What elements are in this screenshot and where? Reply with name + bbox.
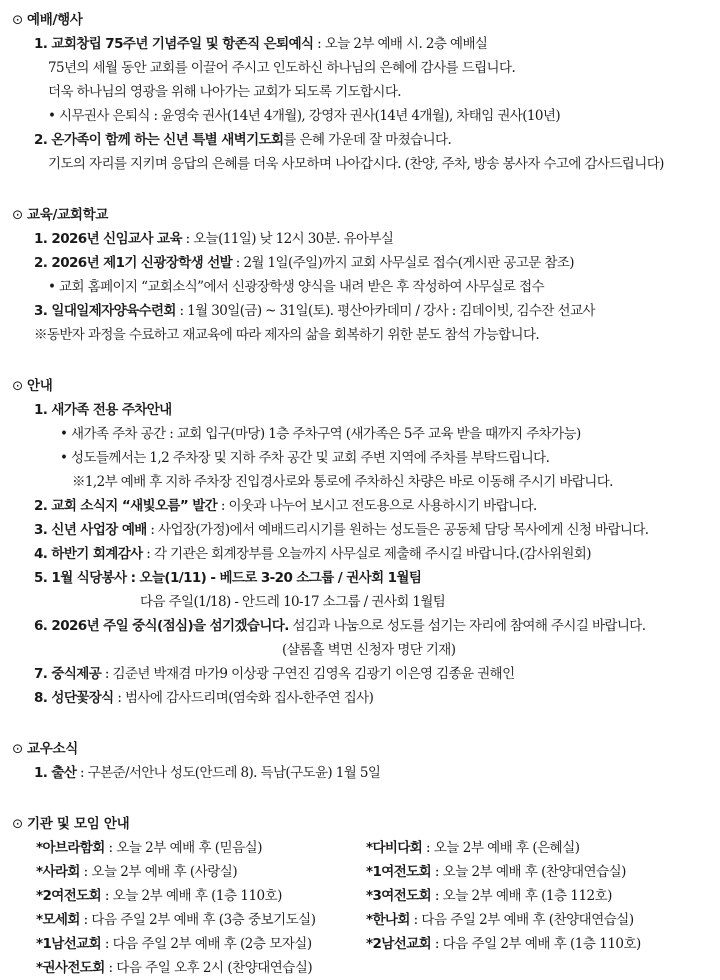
- item-text: 더욱 하나님의 영광을 위해 나아가는 교회가 되도록 기도합시다.: [48, 84, 401, 100]
- item-label: 1. 교회창립 75주년 기념주일 및 항존직 은퇴예식: [34, 36, 314, 52]
- item-text: : 김준년 박재겸 마가9 이상광 구연진 김영옥 김광기 이은영 김종윤 권해인: [101, 666, 515, 682]
- group-schedule: : 오늘 2부 예배 후 (1층 112호): [431, 888, 612, 904]
- text-line: [12, 566, 710, 590]
- item-text: : 구본준/서안나 성도(안드레 8). 득남(구도윤) 1월 5일: [76, 765, 381, 781]
- item-label: 2. 2026년 제1기 신광장학생 선발: [34, 255, 233, 271]
- item-label: 8. 성단꽃장식: [34, 690, 114, 706]
- section-groups: [12, 812, 710, 980]
- item-label: 5. 1월 식당봉사 : 오늘(1/11) - 베드로 3-20 소그룹 / 권사회 1월팀: [34, 570, 422, 586]
- group-name: *1남선교회: [36, 936, 102, 952]
- section-mark-icon: ⊙: [12, 816, 24, 832]
- text-line: [12, 662, 710, 686]
- group-name: *2남선교회: [366, 936, 432, 952]
- section-title: ⊙ 교우소식: [12, 741, 78, 757]
- item-label: 4. 하반기 회계감사: [34, 546, 143, 562]
- item-text: • 성도들께서는 1,2 주차장 및 지하 주차 공간 및 교회 주변 지역에 주차를 부탁드립니다.: [60, 450, 550, 466]
- text-line: [12, 590, 710, 614]
- section-mark-icon: ⊙: [12, 12, 24, 28]
- section-0: [12, 8, 710, 176]
- item-label: 7. 중식제공: [34, 666, 102, 682]
- text-line: [12, 299, 710, 323]
- item-text: 를 은혜 가운데 잘 마쳤습니다.: [283, 132, 452, 148]
- item-text: : 각 기관은 회계장부를 오늘까지 사무실로 제출해 주시길 바랍니다.(감사위원회): [142, 546, 591, 562]
- item-text: ※1,2부 예배 후 지하 주차장 진입경사로와 통로에 주차하신 차량은 바로 이동해 주시기 바랍니다.: [72, 474, 613, 490]
- item-text: 기도의 자리를 지키며 응답의 은혜를 더욱 사모하며 나아갑시다. (찬양, 주차, 방송 봉사자 수고에 감사드립니다): [48, 156, 664, 172]
- group-name: *3여전도회: [366, 888, 432, 904]
- text-line: [12, 761, 710, 785]
- item-label: 1. 출산: [34, 765, 77, 781]
- item-text: : 사업장(가정)에서 예배드리시기를 원하는 성도들은 공동체 담당 목사에게 신청 바랍니다.: [146, 522, 649, 538]
- group-schedule: : 다음 주일 2부 예배 후 (3층 중보기도실): [79, 912, 316, 928]
- group-item: [366, 932, 720, 956]
- text-line: [12, 686, 710, 710]
- group-item: [366, 836, 720, 860]
- item-text: : 범사에 감사드리며(염숙화 집사-한주연 집사): [113, 690, 374, 706]
- section-3: [12, 737, 710, 785]
- item-text: • 시무권사 은퇴식 : 윤영숙 권사(14년 4개월), 강영자 권사(14년 4개월), 차태임 권사(10년): [48, 108, 561, 124]
- text-line: [12, 104, 710, 128]
- announcement-sections: [12, 8, 710, 785]
- group-schedule: : 다음 주일 2부 예배 후 (찬양대연습실): [409, 912, 634, 928]
- group-schedule: : 오늘 2부 예배 후 (믿음실): [104, 840, 262, 856]
- section-2: [12, 374, 710, 710]
- group-item: [366, 884, 720, 908]
- group-schedule: : 오늘 2부 예배 후 (은혜실): [422, 840, 580, 856]
- item-text: : 이웃과 나누어 보시고 전도용으로 사용하시기 바랍니다.: [217, 498, 537, 514]
- item-label: 1. 새가족 전용 주차안내: [34, 402, 172, 418]
- item-text: 다음 주일(1/18) - 안드레 10-17 소그룹 / 권사회 1월팀: [140, 594, 446, 610]
- section-title: ⊙ 예배/행사: [12, 12, 83, 28]
- text-line: [12, 446, 710, 470]
- group-item: [366, 908, 720, 932]
- group-name: *한나회: [366, 912, 410, 928]
- group-item: [36, 932, 366, 956]
- text-line: [12, 80, 710, 104]
- group-name: *다비다회: [366, 840, 423, 856]
- group-item: [36, 908, 366, 932]
- text-line: [12, 614, 710, 638]
- group-name: *모세회: [36, 912, 80, 928]
- group-schedule: : 다음 주일 오후 2시 (찬양대연습실): [104, 960, 313, 976]
- item-label: 3. 일대일제자양육수련회: [34, 303, 176, 319]
- item-text: : 1월 30일(금) ~ 31일(토). 평산아카데미 / 강사 : 김데이빗, 김수잔 선교사: [175, 303, 595, 319]
- group-item: [36, 884, 366, 908]
- item-label: 2. 온가족이 함께 하는 신년 특별 새벽기도회: [34, 132, 284, 148]
- item-label: 6. 2026년 주일 중식(점심)을 섬기겠습니다.: [34, 618, 289, 634]
- item-label: 1. 2026년 신임교사 교육: [34, 231, 182, 247]
- item-label: 3. 신년 사업장 예배: [34, 522, 147, 538]
- text-line: [12, 227, 710, 251]
- section-mark-icon: ⊙: [12, 378, 24, 394]
- group-item: [36, 836, 366, 860]
- item-label: 2. 교회 소식지 “새빛오름” 발간: [34, 498, 218, 514]
- item-text: • 새가족 주차 공간 : 교회 입구(마당) 1층 주차구역 (새가족은 5주 교육 받을 때까지 주차가능): [60, 426, 581, 442]
- text-line: [12, 542, 710, 566]
- group-schedule: : 오늘 2부 예배 후 (찬양대연습실): [431, 864, 626, 880]
- item-text: (샬롬홀 벽면 신청자 명단 기재): [282, 642, 456, 658]
- text-line: [12, 470, 710, 494]
- text-line: [12, 251, 710, 275]
- text-line: [12, 128, 710, 152]
- text-line: [12, 323, 710, 347]
- item-text: • 교회 홈페이지 “교회소식”에서 신광장학생 양식을 내려 받은 후 작성하여 사무실로 접수: [48, 279, 545, 295]
- group-schedule: : 오늘 2부 예배 후 (사랑실): [79, 864, 238, 880]
- group-item: [366, 860, 720, 884]
- text-line: [12, 422, 710, 446]
- text-line: [12, 494, 710, 518]
- text-line: [12, 275, 710, 299]
- item-text: 섬김과 나눔으로 성도를 섬기는 자리에 참여해 주시길 바랍니다.: [288, 618, 646, 634]
- text-line: [12, 152, 710, 176]
- group-name: *권사전도회: [36, 960, 105, 976]
- groups-list: [12, 836, 710, 980]
- text-line: [12, 398, 710, 422]
- item-text: : 오늘(11일) 낮 12시 30분. 유아부실: [181, 231, 394, 247]
- group-item: [36, 860, 366, 884]
- group-schedule: : 다음 주일 2부 예배 후 (1층 110호): [431, 936, 641, 952]
- item-text: 75년의 세월 동안 교회를 이끌어 주시고 인도하신 하나님의 은혜에 감사를 드립니다.: [48, 60, 516, 76]
- group-name: *1여전도회: [366, 864, 432, 880]
- section-mark-icon: ⊙: [12, 207, 24, 223]
- text-line: [12, 638, 710, 662]
- text-line: [12, 32, 710, 56]
- section-1: [12, 203, 710, 347]
- section-mark-icon: ⊙: [12, 741, 24, 757]
- section-title: ⊙ 기관 및 모임 안내: [12, 816, 130, 832]
- group-schedule: : 오늘 2부 예배 후 (1층 110호): [101, 888, 282, 904]
- item-text: ※동반자 과정을 수료하고 재교육에 따라 제자의 삶을 회복하기 위한 분도 참석 가능합니다.: [34, 327, 540, 343]
- item-text: : 오늘 2부 예배 시. 2층 예배실: [313, 36, 488, 52]
- text-line: [12, 518, 710, 542]
- group-schedule: : 다음 주일 2부 예배 후 (2층 모자실): [101, 936, 312, 952]
- section-title: ⊙ 안내: [12, 378, 53, 394]
- group-name: *2여전도회: [36, 888, 102, 904]
- text-line: [12, 56, 710, 80]
- section-title: ⊙ 교육/교회학교: [12, 207, 109, 223]
- group-item: [36, 956, 366, 980]
- item-text: : 2월 1일(주일)까지 교회 사무실로 접수(게시판 공고문 참조): [232, 255, 574, 271]
- group-name: *아브라함회: [36, 840, 105, 856]
- group-name: *사라회: [36, 864, 80, 880]
